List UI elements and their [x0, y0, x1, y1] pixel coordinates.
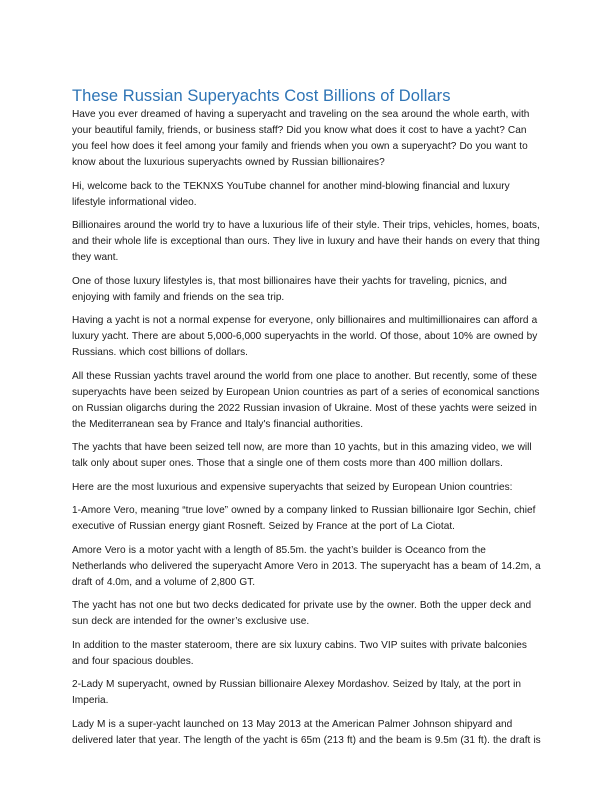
document-title: These Russian Superyachts Cost Billions of Dollars	[72, 87, 451, 105]
paragraph-amore-vero-heading: 1-Amore Vero, meaning “true love” owned by a company linked to Russian billionaire Igor Sechin, chief executive of Russian energy giant Rosneft. Seized by France at the port of La Ciotat.	[72, 505, 536, 532]
paragraph-amore-vero-specs: Amore Vero is a motor yacht with a length of 85.5m. the yacht’s builder is Oceanco from the Netherlands who delivered the superyacht Amore Vero in 2013. The superyacht has a beam of 14.2m, a draft of 4.0m, and a volume of 2,800 GT.	[72, 544, 541, 588]
paragraph-yacht-expense: Having a yacht is not a normal expense for everyone, only billionaires and multimillionaires can afford a luxury yacht. There are about 5,000-6,000 superyachts in the world. Of those, about 10% are owned by Russians. which cost billions of dollars.	[72, 315, 538, 358]
paragraph-welcome: Hi, welcome back to the TEKNXS YouTube channel for another mind-blowing financial and luxury lifestyle informational video.	[72, 180, 510, 208]
paragraph-yacht-lifestyle: One of those luxury lifestyles is, that most billionaires have their yachts for traveling, picnics, and enjoying with family and friends on the sea trip.	[72, 275, 507, 303]
paragraph-amore-vero-decks: The yacht has not one but two decks dedicated for private use by the owner. Both the upper deck and sun deck are intended for the owner’s exclusive use.	[72, 600, 532, 627]
paragraph-seizures: All these Russian yachts travel around the world from one place to another. But recently, some of these superyachts have been seized by European Union countries as part of a series of economical sanctions on Russian oligarchs during the 2022 Russian invasion of Ukraine. Most of these yachts were seized in the Mediterranean sea by France and Italy's financial authorities.	[72, 370, 540, 430]
paragraph-amore-vero-cabins: In addition to the master stateroom, there are six luxury cabins. Two VIP suites with private balconies and four spacious doubles.	[72, 639, 527, 667]
paragraph-seized-count: The yachts that have been seized tell now, are more than 10 yachts, but in this amazing video, we will talk only about super ones. Those that a single one of them costs more than 400 million dollars.	[72, 442, 532, 469]
paragraph-billionaires-lifestyle: Billionaires around the world try to have a luxurious life of their style. Their trips, vehicles, homes, boats, and their whole life is exceptional than ours. They live in luxury and have their hands on every that thing they want.	[72, 220, 540, 263]
paragraph-lady-m-specs: Lady M is a super-yacht launched on 13 May 2013 at the American Palmer Johnson shipyard and delivered later that year. The length of the yacht is 65m (213 ft) and the beam is 9.5m (31 ft). the draft is	[72, 718, 541, 746]
paragraph-lady-m-heading: 2-Lady M superyacht, owned by Russian billionaire Alexey Mordashov. Seized by Italy, at the port in Imperia.	[72, 679, 522, 706]
document-page	[72, 86, 542, 756]
paragraph-list-intro: Here are the most luxurious and expensive superyachts that seized by European Union countries:	[72, 481, 513, 493]
paragraph-intro: Have you ever dreamed of having a superyacht and traveling on the sea around the whole earth, with your beautiful family, friends, or business staff? Did you know what does it cost to have a yacht? Can you feel how does it feel among your family and friends when you own a superyacht? Do you want to know about the luxurious superyachts owned by Russian billionaires?	[72, 109, 530, 168]
